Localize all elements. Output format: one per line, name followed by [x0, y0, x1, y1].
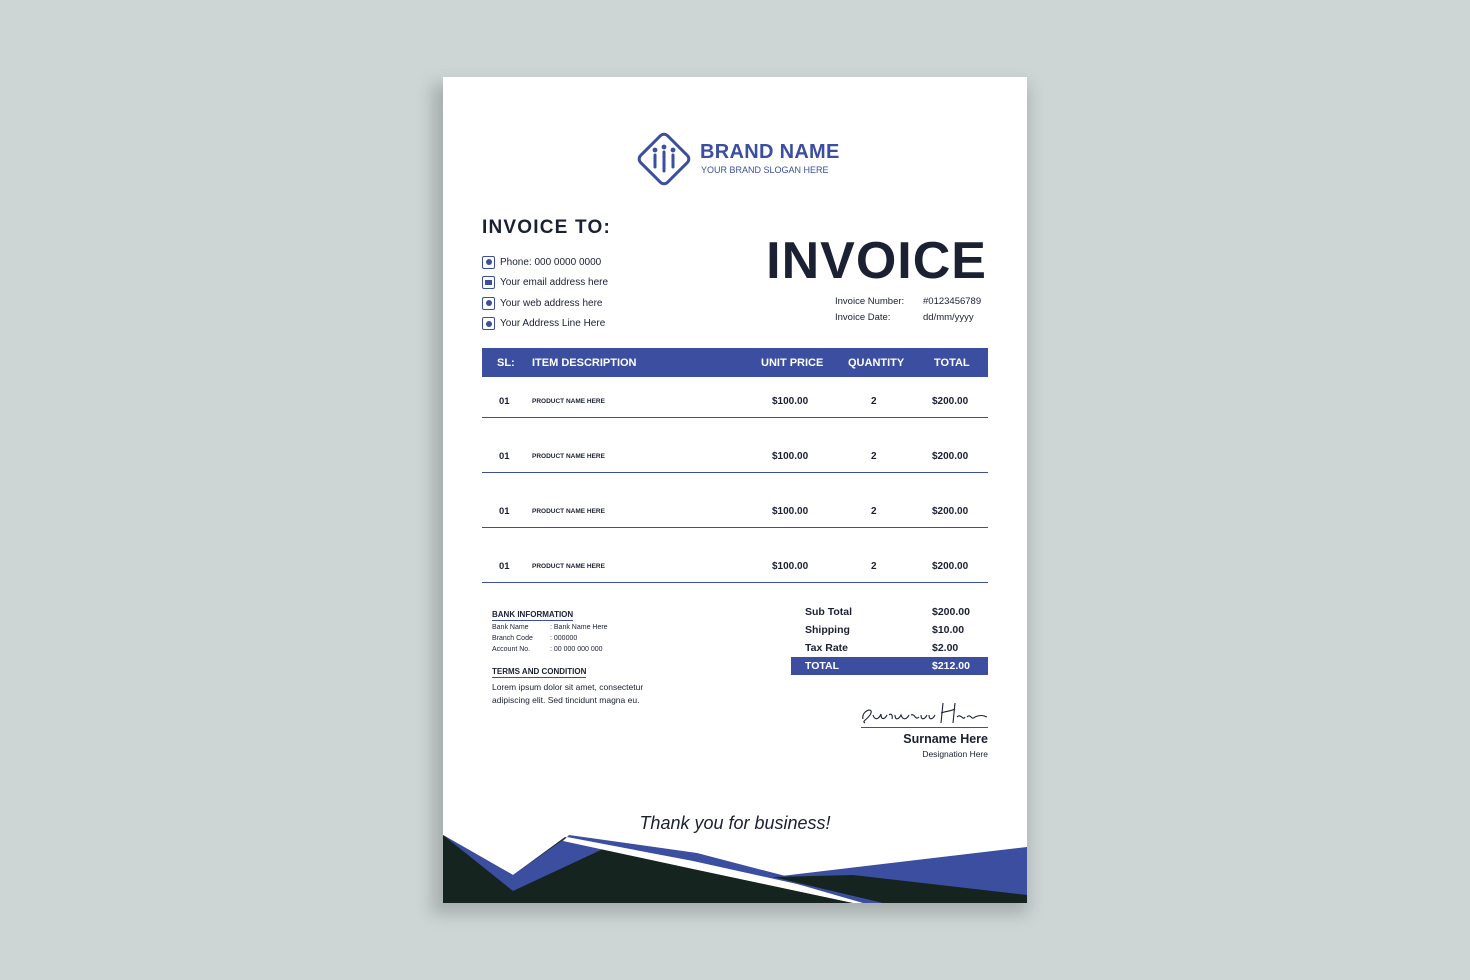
bank-row — [492, 635, 608, 646]
cell-sl: 01 — [499, 451, 510, 462]
contact-web — [482, 293, 608, 314]
grand-total-value: $212.00 — [932, 660, 970, 672]
cell-total: $200.00 — [932, 506, 969, 517]
handwritten-signature — [859, 697, 989, 729]
tax-row — [791, 639, 988, 657]
cell-quantity: 2 — [871, 561, 877, 572]
cell-description: PRODUCT NAME HERE — [532, 453, 605, 460]
header-unit-price: UNIT PRICE — [761, 357, 824, 369]
contact-list — [482, 252, 608, 334]
cell-description: PRODUCT NAME HERE — [532, 398, 605, 405]
bank-value: : 00 000 000 000 — [550, 646, 603, 653]
bank-value: : Bank Name Here — [550, 624, 608, 631]
web-icon — [482, 297, 495, 310]
cell-quantity: 2 — [871, 506, 877, 517]
contact-email — [482, 273, 608, 294]
grand-total-row — [791, 657, 988, 675]
cell-sl: 01 — [499, 561, 510, 572]
cell-description: PRODUCT NAME HERE — [532, 563, 605, 570]
table-row — [482, 488, 988, 528]
bank-label: Branch Code — [492, 635, 533, 642]
shipping-label: Shipping — [805, 624, 850, 636]
invoice-date-value: dd/mm/yyyy — [923, 312, 974, 323]
location-icon — [482, 317, 495, 330]
bank-value: : 000000 — [550, 635, 578, 642]
shipping-value: $10.00 — [932, 624, 965, 636]
invoice-number-label: Invoice Number: — [835, 296, 905, 307]
cell-total: $200.00 — [932, 561, 969, 572]
brand-logo-icon — [634, 129, 694, 189]
invoice-number-row — [835, 296, 981, 312]
invoice-date-label: Invoice Date: — [835, 312, 891, 323]
contact-address — [482, 314, 608, 335]
header-sl: SL: — [497, 357, 515, 369]
contact-text: Your email address here — [500, 277, 609, 289]
signatory-designation: Designation Here — [922, 749, 988, 759]
cell-sl: 01 — [499, 396, 510, 407]
terms-title: TERMS AND CONDITION — [492, 667, 587, 676]
bank-row — [492, 624, 608, 635]
invoice-date-row — [835, 312, 981, 328]
cell-unit-price: $100.00 — [772, 396, 809, 407]
contact-text: Your Address Line Here — [500, 318, 606, 330]
bank-information — [492, 604, 608, 657]
tax-value: $2.00 — [932, 642, 959, 654]
bank-label: Account No. — [492, 646, 531, 653]
table-header — [482, 348, 988, 377]
terms-text: Lorem ipsum dolor sit amet, consectetur adipiscing elit. Sed tincidunt magna eu. — [492, 682, 644, 705]
table-row — [482, 543, 988, 583]
phone-icon — [482, 256, 495, 269]
grand-total-label: TOTAL — [805, 660, 840, 672]
cell-unit-price: $100.00 — [772, 561, 809, 572]
header-description: ITEM DESCRIPTION — [532, 357, 637, 369]
cell-unit-price: $100.00 — [772, 451, 809, 462]
cell-total: $200.00 — [932, 396, 969, 407]
tax-label: Tax Rate — [805, 642, 848, 654]
shipping-row — [791, 621, 988, 639]
signatory-name: Surname Here — [903, 732, 988, 746]
contact-text: Your web address here — [500, 297, 603, 309]
bank-label: Bank Name — [492, 624, 529, 631]
contact-text: Phone: 000 0000 0000 — [500, 256, 602, 268]
footer-decoration — [443, 817, 1027, 903]
cell-unit-price: $100.00 — [772, 506, 809, 517]
subtotal-row — [791, 603, 988, 621]
contact-phone — [482, 252, 608, 273]
invoice-meta — [835, 296, 981, 328]
table-row — [482, 378, 988, 418]
terms-section — [492, 661, 672, 707]
bank-row — [492, 646, 608, 657]
invoice-sheet — [443, 77, 1027, 903]
totals-block — [791, 603, 988, 675]
cell-description: PRODUCT NAME HERE — [532, 508, 605, 515]
cell-quantity: 2 — [871, 396, 877, 407]
brand-name: BRAND NAME — [700, 141, 840, 163]
table-row — [482, 433, 988, 473]
brand-slogan: YOUR BRAND SLOGAN HERE — [701, 165, 829, 175]
subtotal-value: $200.00 — [932, 606, 970, 618]
cell-quantity: 2 — [871, 451, 877, 462]
email-icon — [482, 276, 495, 289]
thank-you-message: Thank you for business! — [639, 813, 831, 833]
header-quantity: QUANTITY — [848, 357, 905, 369]
signature-line — [861, 727, 988, 728]
subtotal-label: Sub Total — [805, 606, 853, 618]
invoice-number-value: #0123456789 — [923, 296, 982, 307]
cell-total: $200.00 — [932, 451, 969, 462]
invoice-to-heading: INVOICE TO: — [482, 217, 611, 238]
invoice-title: INVOICE — [766, 232, 987, 290]
header-total: TOTAL — [934, 357, 970, 369]
cell-sl: 01 — [499, 506, 510, 517]
bank-info-title: BANK INFORMATION — [492, 610, 574, 619]
